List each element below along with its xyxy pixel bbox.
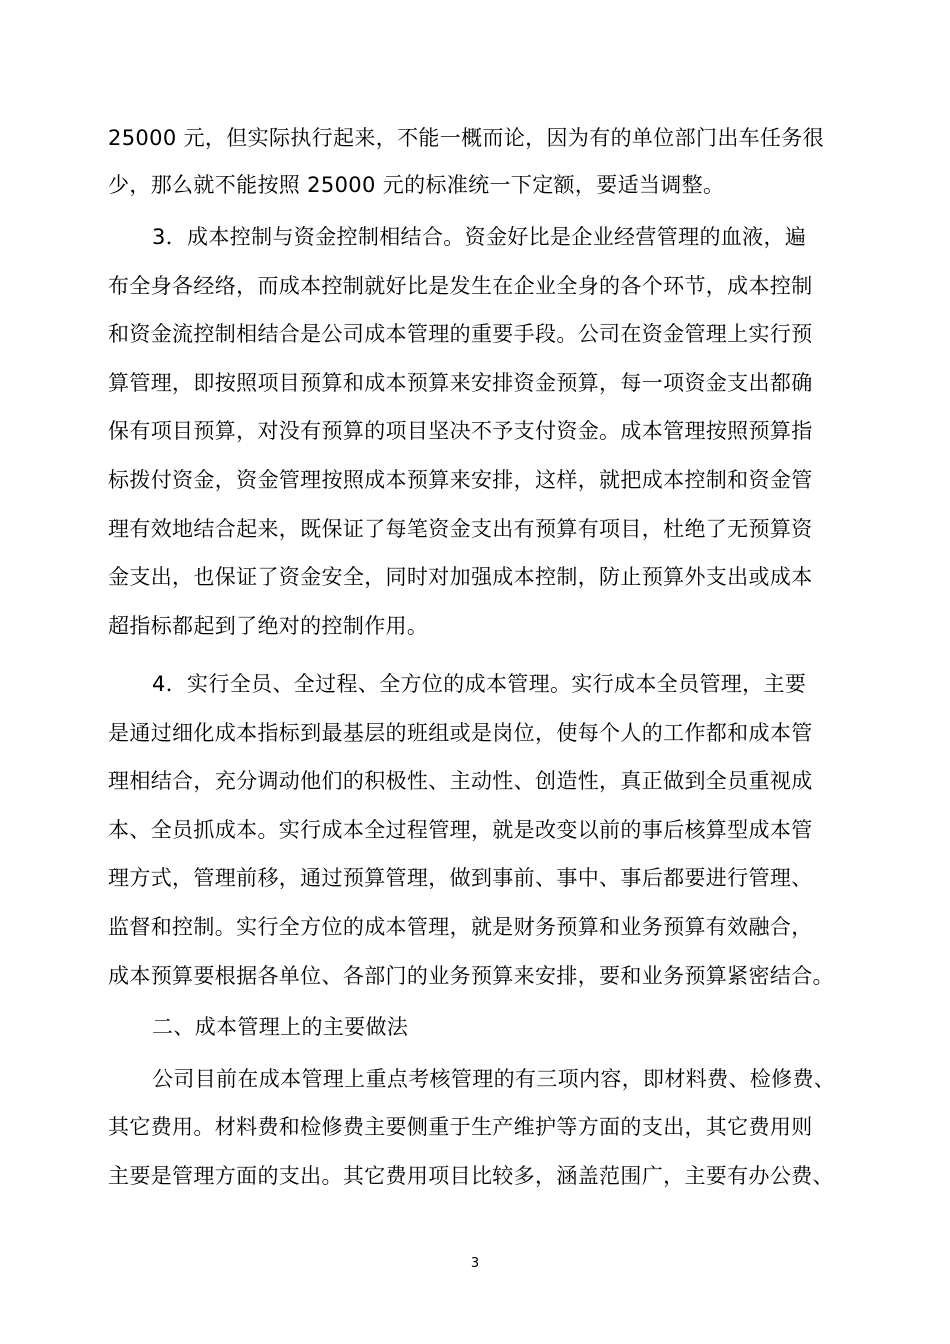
- text-line: 理相结合，充分调动他们的积极性、主动性、创造性，真正做到全员重视成: [108, 769, 813, 793]
- text-line: 4．实行全员、全过程、全方位的成本管理。实行成本全员管理，主要: [152, 672, 807, 696]
- text-line: 布全身各经络，而成本控制就好比是发生在企业全身的各个环节，成本控制: [108, 274, 813, 298]
- text-line: 超指标都起到了绝对的控制作用。: [108, 614, 429, 638]
- text-line: 算管理，即按照项目预算和成本预算来安排资金预算，每一项资金支出都确: [108, 371, 813, 395]
- text-line: 金支出，也保证了资金安全，同时对加强成本控制，防止预算外支出或成本: [108, 565, 813, 589]
- text-line: 主要是管理方面的支出。其它费用项目比较多，涵盖范围广，主要有办公费、: [108, 1164, 834, 1188]
- text-line: 标拨付资金，资金管理按照成本预算来安排，这样，就把成本控制和资金管: [108, 468, 813, 492]
- section-heading: 二、成本管理上的主要做法: [152, 1015, 409, 1039]
- text-line: 其它费用。材料费和检修费主要侧重于生产维护等方面的支出，其它费用则: [108, 1115, 813, 1139]
- text-line: 3．成本控制与资金控制相结合。资金好比是企业经营管理的血液，遍: [152, 225, 807, 249]
- text-line: 理方式，管理前移，通过预算管理，做到事前、事中、事后都要进行管理、: [108, 866, 813, 890]
- text-line: 和资金流控制相结合是公司成本管理的重要手段。公司在资金管理上实行预: [108, 322, 813, 346]
- text-line: 少，那么就不能按照 25000 元的标准统一下定额，要适当调整。: [108, 173, 725, 197]
- text-line: 公司目前在成本管理上重点考核管理的有三项内容，即材料费、检修费、: [152, 1067, 836, 1091]
- text-line: 25000 元，但实际执行起来，不能一概而论，因为有的单位部门出车任务很: [108, 126, 825, 150]
- text-line: 保有项目预算，对没有预算的项目坚决不予支付资金。成本管理按照预算指: [108, 419, 813, 443]
- text-line: 本、全员抓成本。实行成本全过程管理，就是改变以前的事后核算型成本管: [108, 818, 813, 842]
- page-number: 3: [470, 1256, 480, 1271]
- text-line: 成本预算要根据各单位、各部门的业务预算来安排，要和业务预算紧密结合。: [108, 964, 834, 988]
- text-line: 是通过细化成本指标到最基层的班组或是岗位，使每个人的工作都和成本管: [108, 721, 813, 745]
- text-line: 理有效地结合起来，既保证了每笔资金支出有预算有项目，杜绝了无预算资: [108, 517, 813, 541]
- text-line: 监督和控制。实行全方位的成本管理，就是财务预算和业务预算有效融合，: [108, 915, 813, 939]
